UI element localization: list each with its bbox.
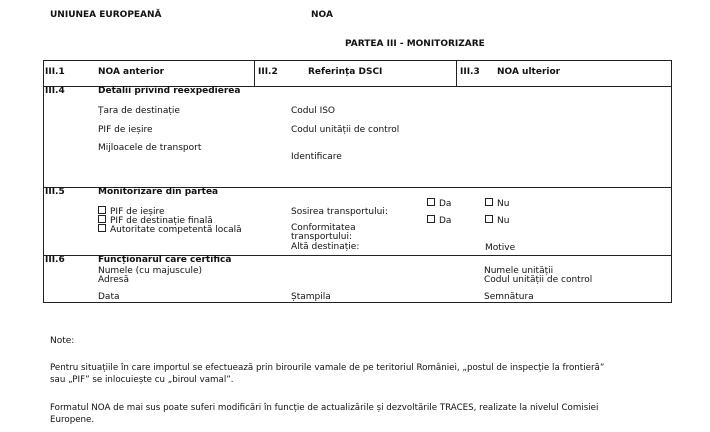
notes-heading: Note: — [50, 336, 75, 346]
checkbox-sosire-da[interactable] — [427, 198, 435, 206]
label-identificare: Identificare — [291, 152, 342, 162]
checkbox-pif-destinatie[interactable] — [98, 215, 106, 223]
option-conformitate-nu[interactable] — [485, 215, 509, 226]
option-pif-iesire-label: PIF de ieșire — [110, 207, 165, 217]
section4-num: III.4 — [45, 86, 65, 96]
row1-num-3: III.3 — [460, 67, 480, 77]
option-conformitate-da[interactable] — [427, 215, 451, 226]
option-autoritate[interactable] — [98, 224, 242, 235]
option-pif-destinatie-label: PIF de destinație finală — [110, 216, 213, 226]
notes-paragraph-2: Formatul NOA de mai sus poate suferi modificări în funcție de actualizările și dezvoltările TRACES, realizate la nivelul Comisiei Europene. — [50, 403, 599, 425]
label-sosirea-transportului: Sosirea transportului: — [291, 207, 388, 217]
option-sosire-nu[interactable] — [485, 198, 509, 209]
checkbox-autoritate[interactable] — [98, 224, 106, 232]
option-sosire-da[interactable] — [427, 198, 451, 209]
header-left: UNIUNEA EUROPEANĂ — [50, 10, 162, 20]
label-conformitatea-line1: Conformitatea — [291, 223, 356, 233]
row1-num-1: III.1 — [45, 67, 65, 77]
label-conformitate-nu: Nu — [497, 216, 510, 226]
section6-title: Funcționarul care certifică — [98, 255, 232, 265]
section6-num: III.6 — [45, 255, 65, 265]
section5-num: III.5 — [45, 187, 65, 197]
label-numele-unitatii: Numele unității — [484, 266, 554, 276]
label-motive: Motive — [485, 243, 516, 253]
option-autoritate-label: Autoritate competentă locală — [110, 225, 242, 235]
label-nume-majuscule: Numele (cu majuscule) — [98, 266, 203, 276]
label-pif-iesire: PIF de ieșire — [98, 125, 153, 135]
label-semnatura: Semnătura — [484, 292, 534, 302]
row1-divider-2 — [456, 60, 457, 86]
label-sosire-da: Da — [439, 199, 452, 209]
label-noa-ulterior: NOA ulterior — [497, 67, 561, 77]
label-mijloace-transport: Mijloacele de transport — [98, 143, 202, 153]
label-tara-destinatie: Țara de destinație — [98, 106, 180, 116]
label-codul-unitatii: Codul unității de control — [484, 275, 593, 285]
part-title: PARTEA III - MONITORIZARE — [345, 39, 485, 49]
checkbox-conformitate-nu[interactable] — [485, 215, 493, 223]
label-referinta-dsci: Referința DSCI — [308, 67, 383, 77]
label-conformitate-da: Da — [439, 216, 452, 226]
label-data: Data — [98, 292, 120, 302]
checkbox-sosire-nu[interactable] — [485, 198, 493, 206]
label-noa-anterior: NOA anterior — [98, 67, 165, 77]
label-sosire-nu: Nu — [497, 199, 510, 209]
row1-divider-1 — [254, 60, 255, 86]
label-cod-unitate-control: Codul unității de control — [291, 125, 400, 135]
section5-title: Monitorizare din partea — [98, 187, 219, 197]
label-conformitatea-line2: transportului: — [291, 232, 353, 242]
checkbox-pif-iesire[interactable] — [98, 206, 106, 214]
checkbox-conformitate-da[interactable] — [427, 215, 435, 223]
label-stampila: Ștampila — [291, 292, 331, 302]
label-conformitatea — [291, 224, 356, 242]
label-alta-destinatie: Altă destinație: — [291, 242, 360, 252]
label-adresa: Adresă — [98, 275, 129, 285]
row1-num-2: III.2 — [258, 67, 278, 77]
header-center: NOA — [311, 10, 333, 20]
label-cod-iso: Codul ISO — [291, 106, 336, 116]
section4-title: Detalii privind reexpedierea — [98, 86, 241, 96]
notes-paragraph-1: Pentru situațiile în care importul se efectuează prin birourile vamale de pe teritoriul României, „postul de inspecție la frontieră” sau „PIF” se inlocuiește cu „biroul vamal”. — [50, 363, 605, 385]
